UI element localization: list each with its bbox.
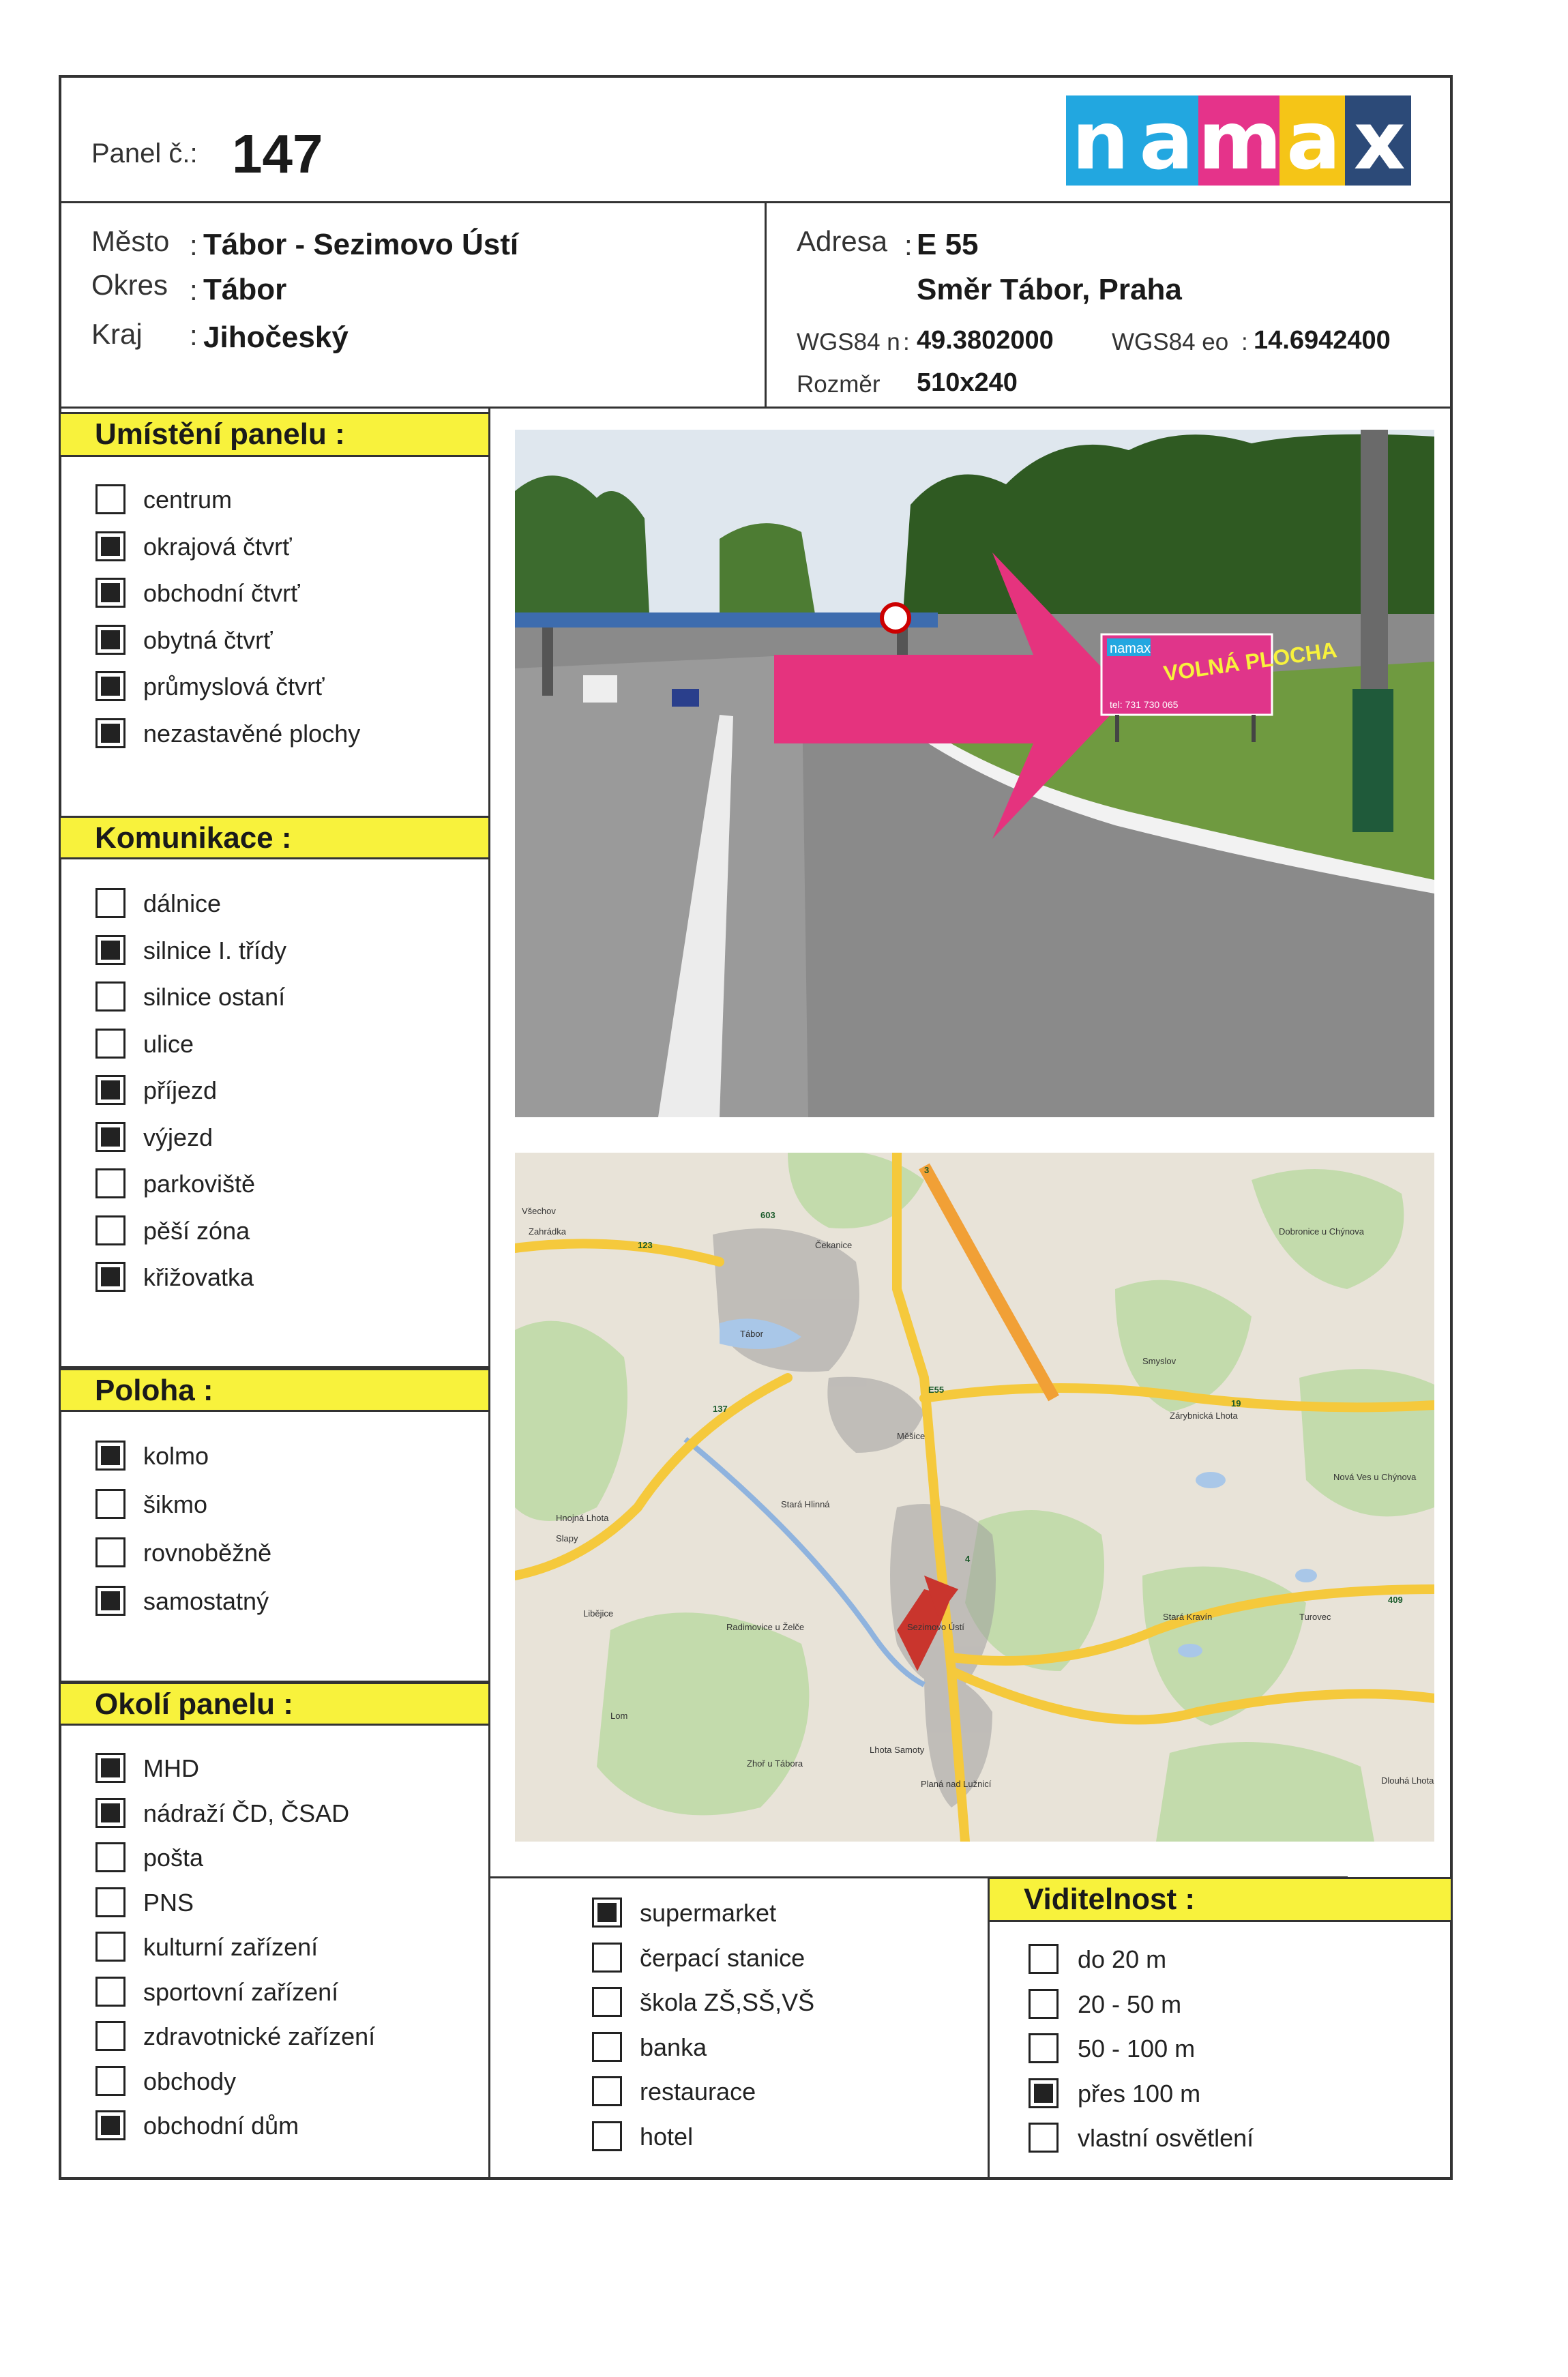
section-umisteni-header: Umístění panelu : [59,412,490,457]
map-place-label: Lom [610,1711,628,1721]
size-label: Rozměr [797,371,881,398]
okoli-checkbox[interactable] [95,1977,125,2007]
okoli-label: nádraží ČD, ČSAD [143,1799,350,1827]
colon: : [1241,329,1248,355]
map-place-label: Radimovice u Želče [726,1622,805,1632]
komunikace-label: dálnice [143,889,222,917]
viditelnost-label: přes 100 m [1078,2080,1201,2108]
address-label: Adresa [797,225,888,257]
wgs-n-label: WGS84 n [797,329,900,355]
region-value: Jihočeský [203,321,349,354]
map-road-label: 603 [760,1210,775,1220]
komunikace-label: ulice [143,1030,194,1058]
poloha-checkbox[interactable] [95,1441,125,1471]
region-label: Kraj [91,318,143,350]
viditelnost-label: 20 - 50 m [1078,1990,1182,2018]
address-divider [765,201,767,408]
map-road-label: 409 [1388,1595,1403,1605]
section-poloha-header: Poloha : [59,1368,490,1412]
umisteni-label: okrajová čtvrť [143,533,292,561]
section-okoli-header: Okolí panelu : [59,1682,490,1726]
okoli2-label: banka [640,2033,707,2061]
okoli2-checkbox[interactable] [592,1898,622,1928]
okoli-label: PNS [143,1889,194,1917]
komunikace-checkbox[interactable] [95,935,125,965]
district-value: Tábor [203,273,287,306]
komunikace-checkbox[interactable] [95,1262,125,1292]
okoli-checkbox[interactable] [95,2066,125,2096]
photo-scene [515,430,1434,1117]
umisteni-checkbox[interactable] [95,625,125,655]
komunikace-label: pěší zóna [143,1217,250,1245]
okoli-label: pošta [143,1844,204,1872]
komunikace-checkbox[interactable] [95,1168,125,1198]
poloha-label: kolmo [143,1442,209,1470]
namax-logo [1066,95,1411,186]
panel-label: Panel č.: [91,138,198,168]
okoli-checkbox[interactable] [95,2110,125,2140]
okoli2-checkbox[interactable] [592,1987,622,2017]
colon: : [190,274,198,306]
viditelnost-checkbox[interactable] [1029,1989,1059,2019]
komunikace-checkbox[interactable] [95,1122,125,1152]
okoli-label: obchodní dům [143,2112,299,2140]
okoli2-checkbox[interactable] [592,2076,622,2106]
poloha-checkbox[interactable] [95,1537,125,1567]
district-label: Okres [91,269,168,301]
map-place-label: Zhoř u Tábora [747,1758,803,1769]
location-photo [515,430,1434,1117]
billboard-phone: tel: 731 730 065 [1110,699,1179,710]
map-canvas [515,1153,1434,1842]
map-place-label: Tábor [740,1329,763,1339]
komunikace-label: silnice I. třídy [143,936,287,964]
map-road-label: 3 [924,1165,930,1175]
poloha-checkbox[interactable] [95,1586,125,1616]
map-place-label: Čekanice [815,1240,853,1250]
wgs-e-value: 14.6942400 [1254,326,1391,355]
poloha-label: rovnoběžně [143,1539,272,1567]
map-place-label: Turovec [1299,1612,1331,1622]
billboard-brand: namax [1110,641,1151,656]
okoli-checkbox[interactable] [95,1842,125,1872]
umisteni-checkbox[interactable] [95,484,125,514]
logo-letter: n [1066,95,1132,186]
info-divider [59,407,1453,409]
umisteni-checkbox[interactable] [95,671,125,701]
viditelnost-checkbox[interactable] [1029,1944,1059,1974]
okoli2-checkbox[interactable] [592,2032,622,2062]
okoli2-label: supermarket [640,1899,777,1927]
komunikace-checkbox[interactable] [95,888,125,918]
okoli-checkbox[interactable] [95,1887,125,1917]
colon: : [190,319,198,351]
okoli2-checkbox[interactable] [592,1943,622,1973]
map-place-label: Stará Kravín [1163,1612,1213,1622]
header-divider [59,201,1453,203]
okoli2-checkbox[interactable] [592,2121,622,2151]
map-place-label: Zárybnická Lhota [1170,1411,1238,1421]
komunikace-label: výjezd [143,1123,213,1151]
map-place-label: Slapy [556,1533,578,1544]
komunikace-label: silnice ostaní [143,983,286,1011]
okoli-label: obchody [143,2067,237,2095]
okoli-label: zdravotnické zařízení [143,2022,376,2050]
umisteni-checkbox[interactable] [95,578,125,608]
okoli-checkbox[interactable] [95,1798,125,1828]
map-place-label: Libějice [583,1608,614,1619]
viditelnost-label: do 20 m [1078,1945,1167,1973]
umisteni-label: centrum [143,486,233,514]
okoli-label: MHD [143,1754,199,1782]
map-road-label: 137 [713,1404,728,1414]
map-place-label: Planá nad Lužnicí [921,1779,992,1789]
sheet-frame [59,75,1453,2180]
logo-letter: x [1345,95,1411,186]
map-place-label: Dlouhá Lhota [1381,1775,1434,1786]
city-label: Město [91,225,170,257]
map-road-label: 19 [1231,1398,1241,1408]
section-komunikace-header: Komunikace : [59,816,490,859]
map-place-label: Sezimovo Ústí [907,1622,964,1632]
logo-letter: a [1279,95,1346,186]
viditelnost-checkbox[interactable] [1029,2033,1059,2063]
komunikace-checkbox[interactable] [95,1215,125,1245]
komunikace-label: křižovatka [143,1263,254,1291]
komunikace-label: parkoviště [143,1170,256,1198]
map-place-label: Měšice [897,1431,926,1441]
umisteni-checkbox[interactable] [95,718,125,748]
wgs-n-value: 49.3802000 [917,326,1054,355]
viditelnost-label: 50 - 100 m [1078,2035,1196,2063]
okoli-label: kulturní zařízení [143,1933,319,1961]
poloha-label: samostatný [143,1587,269,1615]
billboard-text: VOLNÁ PLOCHA [1162,637,1339,686]
okoli2-label: restaurace [640,2078,756,2106]
wgs-e-label: WGS84 eo [1112,329,1229,355]
okoli2-label: hotel [640,2123,694,2151]
map-place-label: Lhota Samoty [870,1745,925,1755]
colon: : [904,229,913,261]
okoli-checkbox[interactable] [95,1753,125,1783]
logo-letter: m [1198,93,1279,188]
direction-value: Směr Tábor, Praha [917,273,1182,306]
left-column-divider [488,407,490,2180]
viditelnost-checkbox[interactable] [1029,2123,1059,2153]
map-place-label: Hnojná Lhota [556,1513,609,1523]
location-map [515,1153,1434,1842]
map-place-label: Smyslov [1142,1356,1177,1366]
map-road-label: 123 [638,1240,653,1250]
viditelnost-checkbox[interactable] [1029,2078,1059,2108]
address-value: E 55 [917,228,979,261]
size-value: 510x240 [917,368,1018,397]
viditelnost-label: vlastní osvětlení [1078,2124,1254,2152]
umisteni-label: obchodní čtvrť [143,579,300,607]
map-place-label: Všechov [522,1206,556,1216]
okoli2-label: čerpací stanice [640,1944,805,1972]
okoli-checkbox[interactable] [95,1932,125,1962]
poloha-checkbox[interactable] [95,1489,125,1519]
komunikace-checkbox[interactable] [95,1075,125,1105]
logo-letter: a [1132,95,1198,186]
map-road-label: 4 [965,1554,971,1564]
map-road-label: E55 [928,1385,945,1395]
section-viditelnost-header: Viditelnost : [988,1877,1453,1922]
map-place-label: Zahrádka [529,1226,566,1237]
umisteni-label: nezastavěné plochy [143,720,361,748]
map-place-label: Dobronice u Chýnova [1279,1226,1365,1237]
okoli-label: sportovní zařízení [143,1978,339,2006]
okoli-checkbox[interactable] [95,2021,125,2051]
komunikace-label: příjezd [143,1076,218,1104]
komunikace-checkbox[interactable] [95,981,125,1012]
komunikace-checkbox[interactable] [95,1029,125,1059]
map-place-label: Stará Hlinná [781,1499,830,1509]
colon: : [903,329,910,355]
poloha-label: šikmo [143,1490,208,1518]
okoli2-label: škola ZŠ,SŠ,VŠ [640,1988,815,2016]
city-value: Tábor - Sezimovo Ústí [203,228,519,261]
umisteni-checkbox[interactable] [95,531,125,561]
colon: : [190,229,198,261]
umisteni-label: průmyslová čtvrť [143,673,325,700]
map-place-label: Nová Ves u Chýnova [1333,1472,1417,1482]
panel-number: 147 [232,123,323,184]
umisteni-label: obytná čtvrť [143,626,273,654]
